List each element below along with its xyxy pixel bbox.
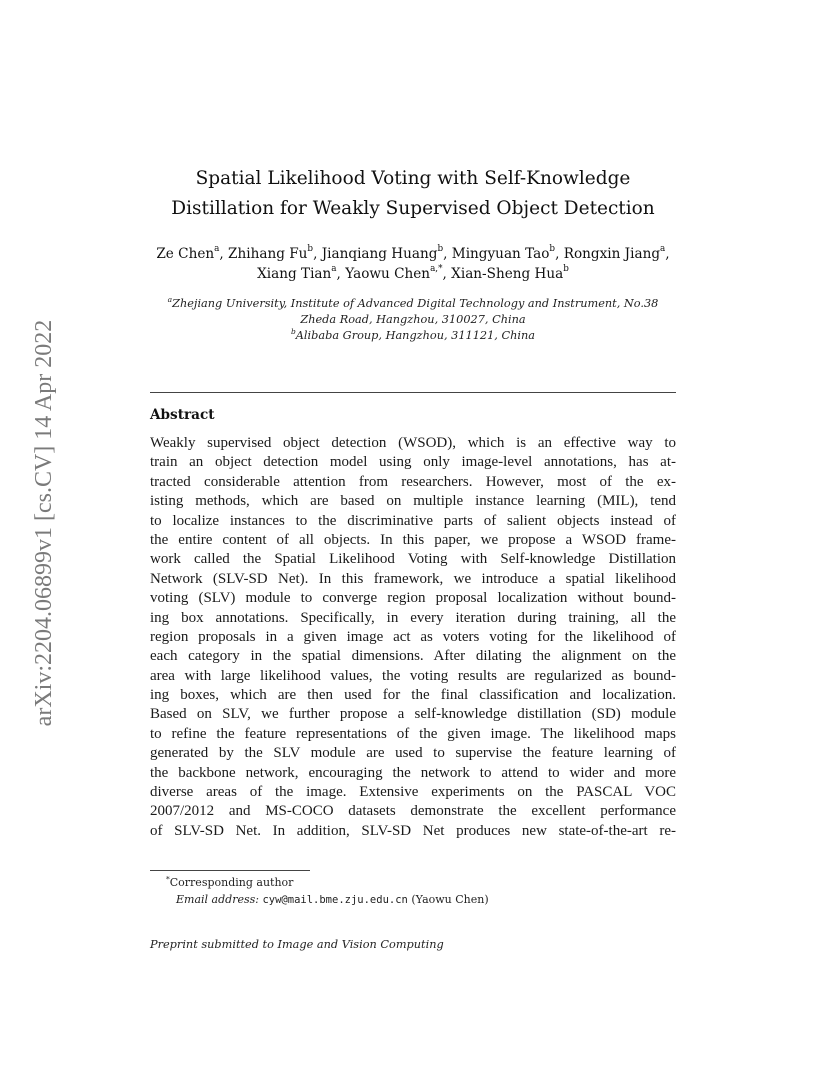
affiliation-b: $^b$Alibaba Group, Hangzhou, 311121, China [290, 327, 536, 342]
abstract-line: to localize instances to the discriminative parts of salient objects instead of [150, 512, 676, 529]
email-line: Email address: cyw@mail.bme.zju.edu.cn (Yaowu Chen) [176, 893, 489, 906]
abstract-line: of SLV-SD Net. In addition, SLV-SD Net produces new state-of-the-art re- [150, 822, 676, 839]
footnote [150, 874, 676, 909]
abstract-divider [150, 392, 676, 393]
abstract-line: Based on SLV, we further propose a self-knowledge distillation (SD) module [150, 706, 676, 723]
title-line-1: Spatial Likelihood Voting with Self-Knowledge [195, 168, 631, 189]
paper-title [150, 164, 676, 224]
affiliations [150, 296, 676, 344]
abstract-heading: Abstract [150, 407, 215, 423]
abstract-line: train an object detection model using only image-level annotations, has at- [150, 454, 676, 471]
author: Jianqiang Huang$^b$, [321, 243, 452, 262]
title-line-2: Distillation for Weakly Supervised Object Detection [171, 198, 655, 219]
abstract-line: area with large likelihood values, the voting results are regularized as bound- [150, 667, 676, 684]
abstract-line: tracted considerable attention from researchers. However, most of the ex- [150, 473, 676, 490]
arxiv-identifier: arXiv:2204.06899v1 [cs.CV] 14 Apr 2022 [31, 319, 57, 727]
abstract-line: ing boxes, which are then used for the final classification and localization. [150, 687, 676, 704]
footnote-divider [150, 870, 310, 871]
abstract-line: voting (SLV) module to converge region proposal localization without bound- [150, 590, 676, 607]
abstract-line: the entire content of all objects. In this paper, we propose a WSOD frame- [150, 531, 676, 548]
author-list [150, 244, 676, 284]
abstract-line: ing box annotations. Specifically, in every iteration during training, all the [150, 609, 676, 626]
corresponding-author-note: *Corresponding author [166, 874, 294, 889]
email-address[interactable]: cyw@mail.bme.zju.edu.cn [262, 894, 408, 906]
abstract-line: diverse areas of the image. Extensive experiments on the PASCAL VOC [150, 784, 676, 801]
affiliation-a-continued: Zheda Road, Hangzhou, 310027, China [300, 313, 526, 326]
author: Rongxin Jiang$^a$, [563, 243, 670, 262]
abstract-line: region proposals in a given image act as voters voting for the likelihood of [150, 628, 676, 645]
affiliation-a: $^a$Zhejiang University, Institute of Advanced Digital Technology and Instrument, No.38 [167, 295, 659, 310]
author: Ze Chen$^a$, [156, 243, 229, 262]
abstract-line: work called the Spatial Likelihood Voting with Self-knowledge Distillation [150, 551, 676, 568]
arxiv-stamp [32, 286, 56, 760]
preprint-note: Preprint submitted to Image and Vision Computing [150, 938, 444, 951]
abstract-line: 2007/2012 and MS-COCO datasets demonstrate the excellent performance [150, 803, 676, 820]
abstract-line: isting methods, which are based on multiple instance learning (MIL), tend [150, 493, 676, 510]
author: Mingyuan Tao$^b$, [451, 243, 564, 262]
author: Xiang Tian$^a$, [257, 263, 346, 282]
abstract-line: generated by the SLV module are used to supervise the feature learning of [150, 745, 676, 762]
author: Yaowu Chen$^{a,*}$, [345, 263, 452, 282]
abstract-line: to refine the feature representations of the given image. The likelihood maps [150, 725, 676, 742]
abstract-line: Weakly supervised object detection (WSOD), which is an effective way to [150, 435, 676, 451]
author: Zhihang Fu$^b$, [228, 243, 322, 262]
abstract-line: each category in the spatial dimensions. After dilating the alignment on the [150, 648, 676, 665]
abstract-body [150, 434, 676, 841]
abstract-line: the backbone network, encouraging the network to attend to wider and more [150, 764, 676, 781]
author: Xian-Sheng Hua$^b$ [451, 263, 569, 282]
abstract-line: Network (SLV-SD Net). In this framework, we introduce a spatial likelihood [150, 570, 676, 587]
